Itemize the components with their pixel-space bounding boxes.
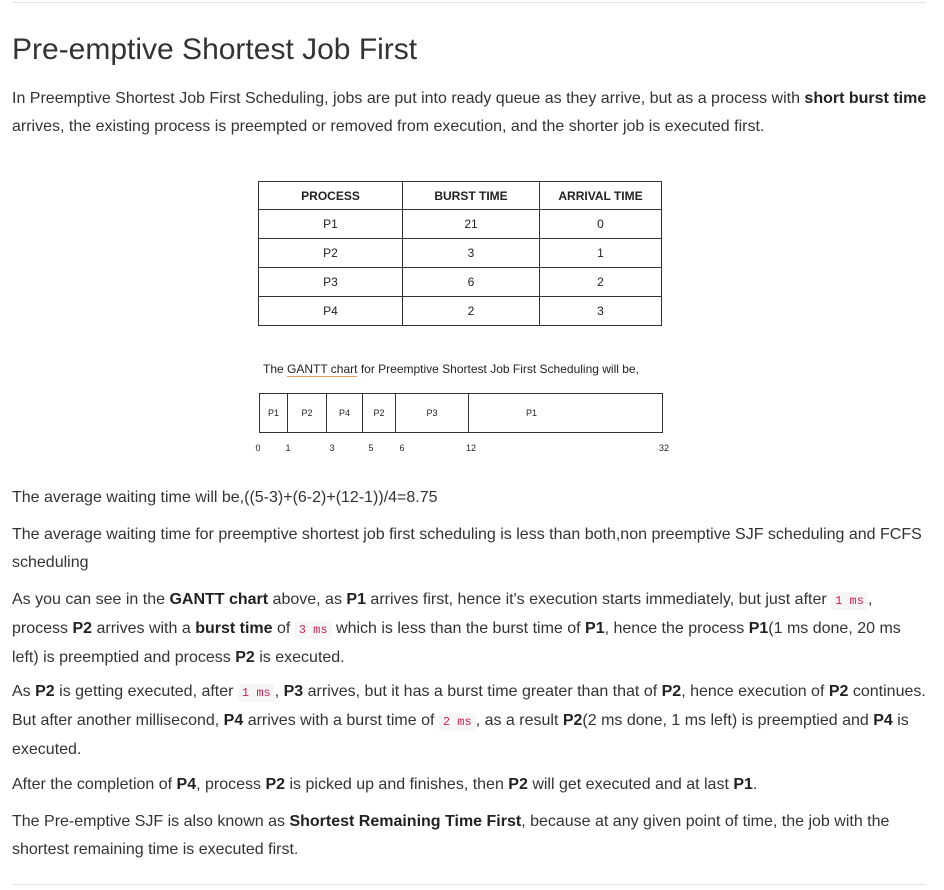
- gantt-segment-label: P1: [267, 408, 279, 418]
- gantt-chart-link: GANTT chart: [287, 362, 358, 376]
- cell-burst: 3: [403, 239, 540, 268]
- gantt-segment-label: P1: [525, 408, 537, 418]
- cell-arrival: 0: [540, 210, 662, 239]
- gantt-tick-label: 12: [465, 443, 477, 453]
- cell-process: P3: [259, 268, 403, 297]
- comparison-paragraph: The average waiting time for preemptive shortest job first scheduling is less than both,non preemptive SJF scheduling and FCFS scheduling: [12, 526, 922, 571]
- gantt-segment-label: P4: [338, 408, 350, 418]
- inline-code: 2 ms: [439, 713, 476, 731]
- explanation-paragraph-2: As P2 is getting executed, after 1 ms , P3 arrives, but it has a burst time greater than that of P2, hence execution of P2 continues. But after another millisecond, P4 arrives with a burst time of 2 ms , as a result P2(2 ms done, 1 ms left) is preemptied and P4 is executed.: [12, 683, 926, 758]
- header-burst-time: BURST TIME: [403, 182, 540, 210]
- gantt-tick-label: 0: [255, 443, 261, 453]
- gantt-segment-p1: [469, 394, 664, 432]
- table-row: [259, 268, 662, 297]
- gantt-segment-label: P2: [301, 408, 313, 418]
- cell-arrival: 2: [540, 268, 662, 297]
- gantt-tick-label: 32: [658, 443, 670, 453]
- process-table: [258, 181, 662, 326]
- gantt-segment-label: P3: [426, 408, 438, 418]
- cell-arrival: 3: [540, 297, 662, 326]
- table-row: [259, 297, 662, 326]
- cell-burst: 6: [403, 268, 540, 297]
- table-row: [259, 239, 662, 268]
- cell-arrival: 1: [540, 239, 662, 268]
- gantt-segment-p2: [288, 394, 327, 432]
- inline-code: 1 ms: [831, 592, 868, 610]
- cell-process: P4: [259, 297, 403, 326]
- gantt-tick-label: 3: [329, 443, 335, 453]
- gantt-segment-p1: [260, 394, 288, 432]
- intro-paragraph: In Preemptive Shortest Job First Scheduling, jobs are put into ready queue as they arrive, but as a process with short burst time arrives, the existing process is preempted or removed from execution, and the shorter job is executed first.: [12, 90, 927, 135]
- table-header-row: [259, 182, 662, 210]
- gantt-segment-label: P2: [373, 408, 385, 418]
- gantt-segment-p3: [396, 394, 469, 432]
- gantt-tick-label: 5: [368, 443, 374, 453]
- explanation-paragraph-1: As you can see in the GANTT chart above, as P1 arrives first, hence it's execution starts immediately, but just after 1 ms , process P2 arrives with a burst time of 3 ms which is less than the burst time of P1, hence the process P1(1 ms done, 20 ms left) is preemptied and process P2 is executed.: [12, 591, 901, 666]
- gantt-segment-p4: [327, 394, 363, 432]
- inline-code: 1 ms: [238, 684, 275, 702]
- gantt-segment-p2: [363, 394, 396, 432]
- cell-burst: 2: [403, 297, 540, 326]
- explanation-paragraph-4: The Pre-emptive SJF is also known as Shortest Remaining Time First, because at any given point of time, the job with the shortest remaining time is executed first.: [12, 813, 890, 858]
- table-row: [259, 210, 662, 239]
- explanation-paragraph-3: After the completion of P4, process P2 is picked up and finishes, then P2 will get executed and at last P1.: [12, 776, 758, 793]
- gantt-tick-label: 6: [399, 443, 405, 453]
- cell-process: P2: [259, 239, 403, 268]
- average-waiting-time: The average waiting time will be,((5-3)+(6-2)+(12-1))/4=8.75: [12, 489, 438, 506]
- gantt-caption: The GANTT chart for Preemptive Shortest Job First Scheduling will be,: [263, 362, 639, 376]
- gantt-tick-label: 1: [285, 443, 291, 453]
- header-arrival-time: ARRIVAL TIME: [540, 182, 662, 210]
- cell-process: P1: [259, 210, 403, 239]
- inline-code: 3 ms: [295, 621, 332, 639]
- header-process: PROCESS: [259, 182, 403, 210]
- cell-burst: 21: [403, 210, 540, 239]
- page-title: Pre-emptive Shortest Job First: [12, 33, 418, 66]
- gantt-chart: [259, 393, 663, 433]
- bottom-divider: [12, 884, 926, 885]
- top-divider: [12, 2, 926, 3]
